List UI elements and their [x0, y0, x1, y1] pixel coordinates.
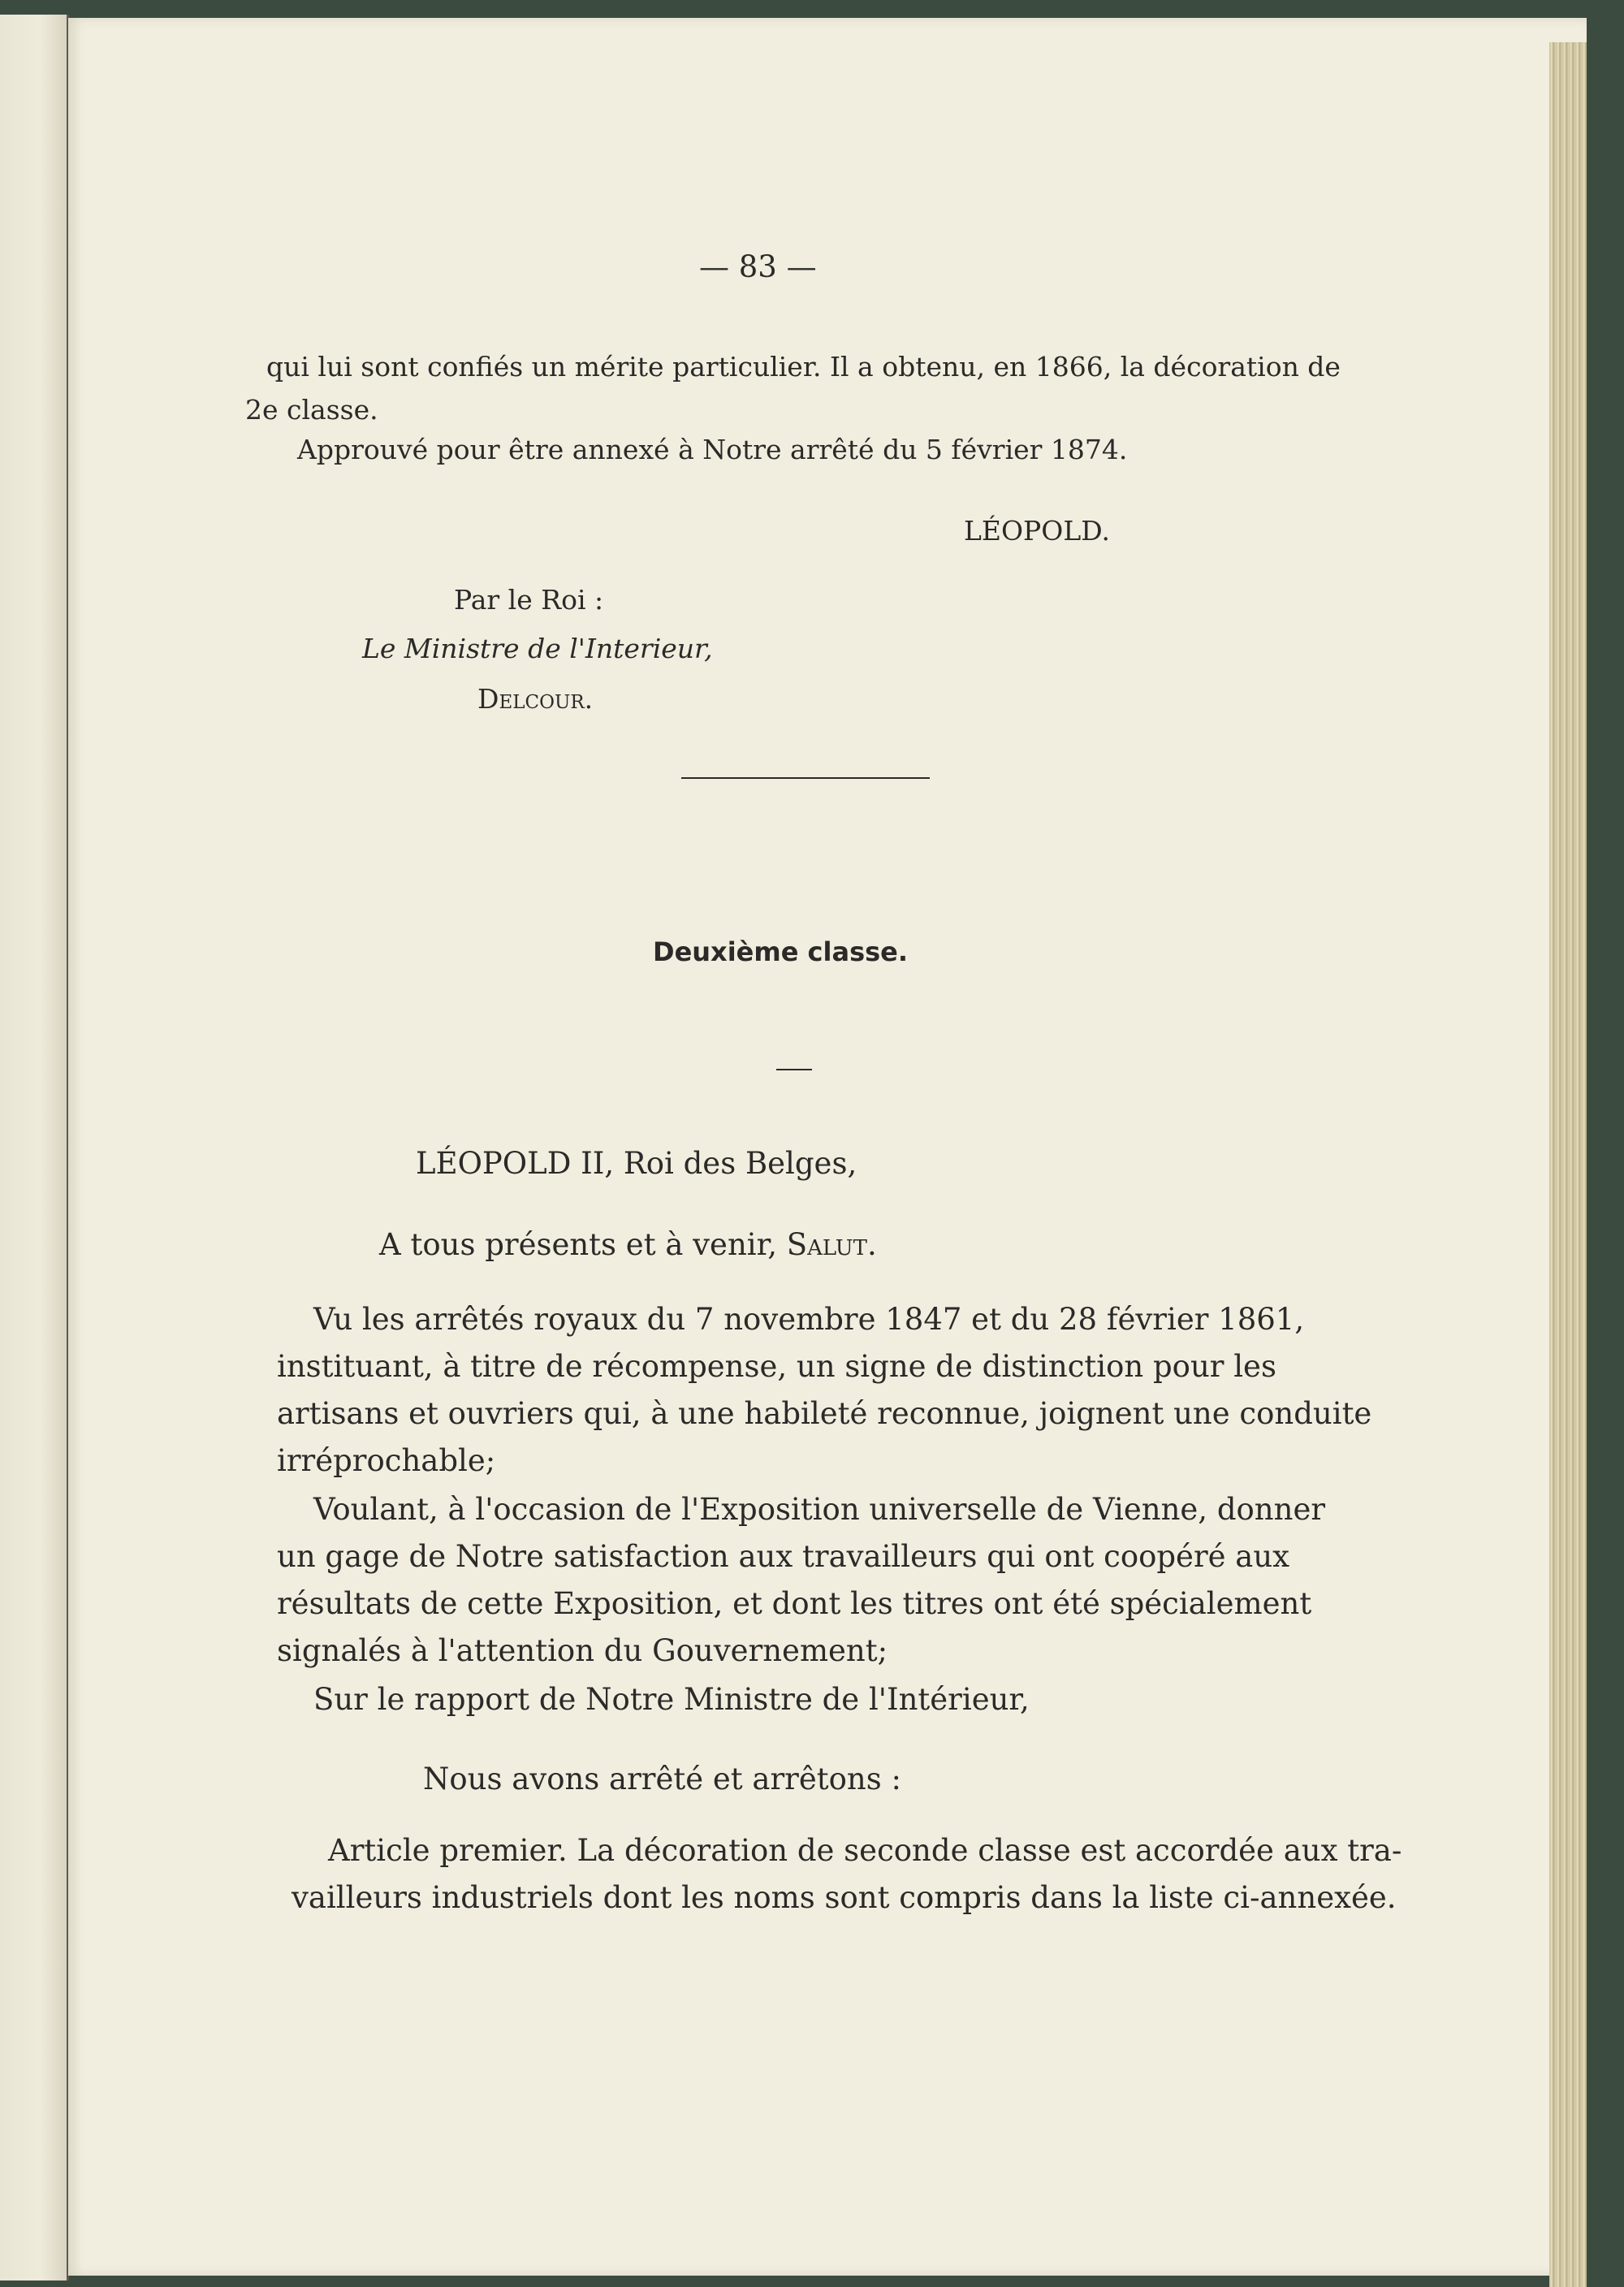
king-signature: LÉOPOLD. — [964, 515, 1111, 547]
salutation-word: Salut. — [786, 1227, 877, 1262]
resolution-line: Nous avons arrêté et arrêtons : — [423, 1762, 901, 1796]
par-le-roi: Par le Roi : — [454, 584, 604, 616]
consideration-line: Vu les arrêtés royaux du 7 novembre 1847 et du 28 février 1861, — [313, 1302, 1305, 1337]
section-divider — [681, 777, 930, 779]
consideration-line: signalés à l'attention du Gouvernement; — [277, 1633, 888, 1668]
salutation-prefix: A tous présents et à venir, — [379, 1227, 777, 1262]
consideration-line: artisans et ouvriers qui, à une habileté reconnue, joignent une conduite — [277, 1396, 1372, 1431]
article-line: vailleurs industriels dont les noms sont compris dans la liste ci-annexée. — [292, 1880, 1397, 1915]
section-title: Deuxième classe. — [653, 936, 909, 967]
decree-heading: LÉOPOLD II, Roi des Belges, — [416, 1146, 857, 1181]
article-line: Article premier. La décoration de seconde classe est accordée aux tra- — [328, 1833, 1402, 1868]
consideration-line: instituant, à titre de récompense, un signe de distinction pour les — [277, 1349, 1276, 1384]
consideration-line: Voulant, à l'occasion de l'Exposition universelle de Vienne, donner — [313, 1492, 1326, 1527]
consideration-line: résultats de cette Exposition, et dont les titres ont été spécialement — [277, 1586, 1312, 1621]
consideration-line: Sur le rapport de Notre Ministre de l'Intérieur, — [313, 1682, 1030, 1717]
minister-title: Le Ministre de l'Interieur, — [362, 633, 713, 664]
short-divider — [776, 1069, 812, 1070]
consideration-line: un gage de Notre satisfaction aux travailleurs qui ont coopéré aux — [277, 1539, 1290, 1574]
book-page — [68, 18, 1587, 2276]
continuation-line-1: qui lui sont confiés un mérite particulier. Il a obtenu, en 1866, la décoration de — [266, 351, 1341, 383]
facing-page-edge — [0, 15, 69, 2281]
page-stack-edge — [1549, 42, 1587, 2287]
approval-line: Approuvé pour être annexé à Notre arrêté du 5 février 1874. — [297, 434, 1128, 465]
consideration-line: irréprochable; — [277, 1443, 496, 1478]
decree-salutation — [379, 1227, 877, 1262]
continuation-line-2: 2e classe. — [245, 394, 378, 426]
minister-name: Delcour. — [477, 683, 594, 715]
page-number: — 83 — — [699, 249, 817, 284]
